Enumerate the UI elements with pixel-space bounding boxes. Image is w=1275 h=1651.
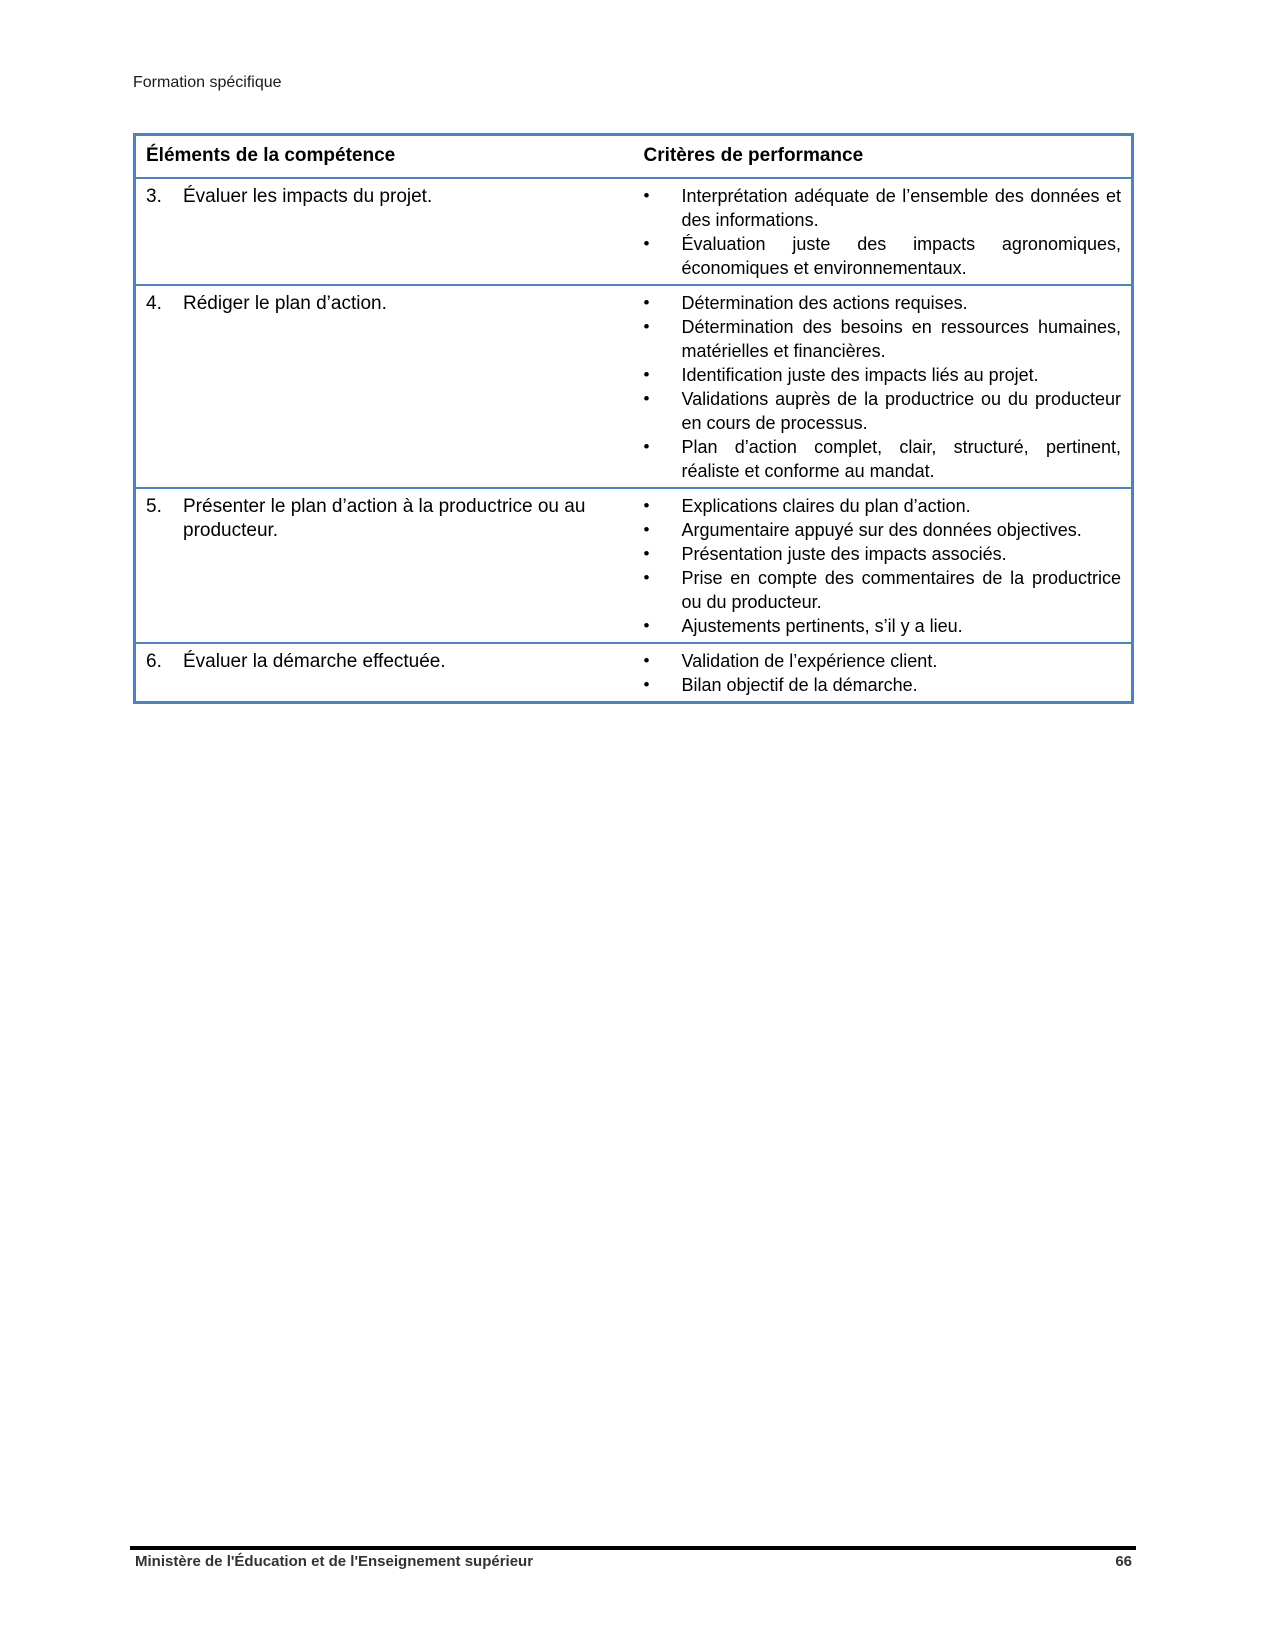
bullet-icon: • (643, 651, 650, 670)
criteria-cell (634, 178, 1133, 285)
criteria-item: • Explications claires du plan d’action. (643, 496, 971, 516)
element-cell (135, 488, 634, 643)
criteria-item: • Évaluation juste des impacts agronomiques, économiques et environnementaux. (643, 234, 1121, 278)
bullet-icon: • (643, 568, 650, 587)
criteria-list (644, 489, 1122, 642)
criteria-item: • Détermination des actions requises. (643, 293, 968, 313)
bullet-icon: • (643, 616, 650, 635)
element-number: 3. (146, 186, 162, 207)
table-row (135, 643, 1133, 703)
criteria-item: • Validations auprès de la productrice ou du producteur en cours de processus. (643, 389, 1121, 433)
bullet-icon: • (643, 675, 650, 694)
bullet-icon: • (643, 365, 650, 384)
footer-ministry: Ministère de l'Éducation et de l'Enseignement supérieur (135, 1553, 534, 1570)
bullet-icon: • (643, 293, 650, 312)
element-cell (135, 643, 634, 703)
bullet-icon: • (643, 520, 650, 539)
criteria-item: • Validation de l’expérience client. (643, 651, 938, 671)
bullet-icon: • (643, 234, 650, 253)
criteria-item: • Interprétation adéquate de l’ensemble des données et des informations. (643, 186, 1121, 230)
criteria-item: • Ajustements pertinents, s’il y a lieu. (643, 616, 963, 636)
competence-table (133, 133, 1134, 704)
criteria-item: • Présentation juste des impacts associés. (643, 544, 1007, 564)
bullet-icon: • (643, 317, 650, 336)
table-row (135, 488, 1133, 643)
criteria-cell (634, 488, 1133, 643)
table-row (135, 178, 1133, 285)
table-row (135, 285, 1133, 488)
criteria-item: • Plan d’action complet, clair, structuré, pertinent, réaliste et conforme au mandat. (643, 437, 1121, 481)
criteria-item: • Détermination des besoins en ressources humaines, matérielles et financières. (643, 317, 1121, 361)
bullet-icon: • (643, 389, 650, 408)
criteria-item: • Identification juste des impacts liés au projet. (643, 365, 1039, 385)
element-text: Rédiger le plan d’action. (183, 293, 387, 314)
criteria-item: • Bilan objectif de la démarche. (643, 675, 918, 695)
element-number: 4. (146, 293, 162, 314)
footer-divider (130, 1546, 1136, 1550)
page-header: Formation spécifique (133, 74, 282, 91)
criteria-cell (634, 285, 1133, 488)
page-number: 66 (1115, 1553, 1132, 1570)
criteria-cell (634, 643, 1133, 703)
element-text: Présenter le plan d’action à la productrice ou au producteur. (183, 496, 586, 541)
column-header-elements: Éléments de la compétence (146, 145, 396, 166)
element-number: 5. (146, 496, 162, 517)
column-header-criteria: Critères de performance (643, 145, 864, 166)
element-number: 6. (146, 651, 162, 672)
element-text: Évaluer les impacts du projet. (183, 186, 433, 207)
bullet-icon: • (643, 186, 650, 205)
criteria-list (644, 179, 1122, 284)
bullet-icon: • (643, 437, 650, 456)
element-text: Évaluer la démarche effectuée. (183, 651, 446, 672)
bullet-icon: • (643, 544, 650, 563)
criteria-list (644, 644, 1122, 701)
bullet-icon: • (643, 496, 650, 515)
element-cell (135, 178, 634, 285)
criteria-item: • Argumentaire appuyé sur des données objectives. (643, 520, 1082, 540)
criteria-item: • Prise en compte des commentaires de la productrice ou du producteur. (643, 568, 1121, 612)
element-cell (135, 285, 634, 488)
criteria-list (644, 286, 1122, 487)
